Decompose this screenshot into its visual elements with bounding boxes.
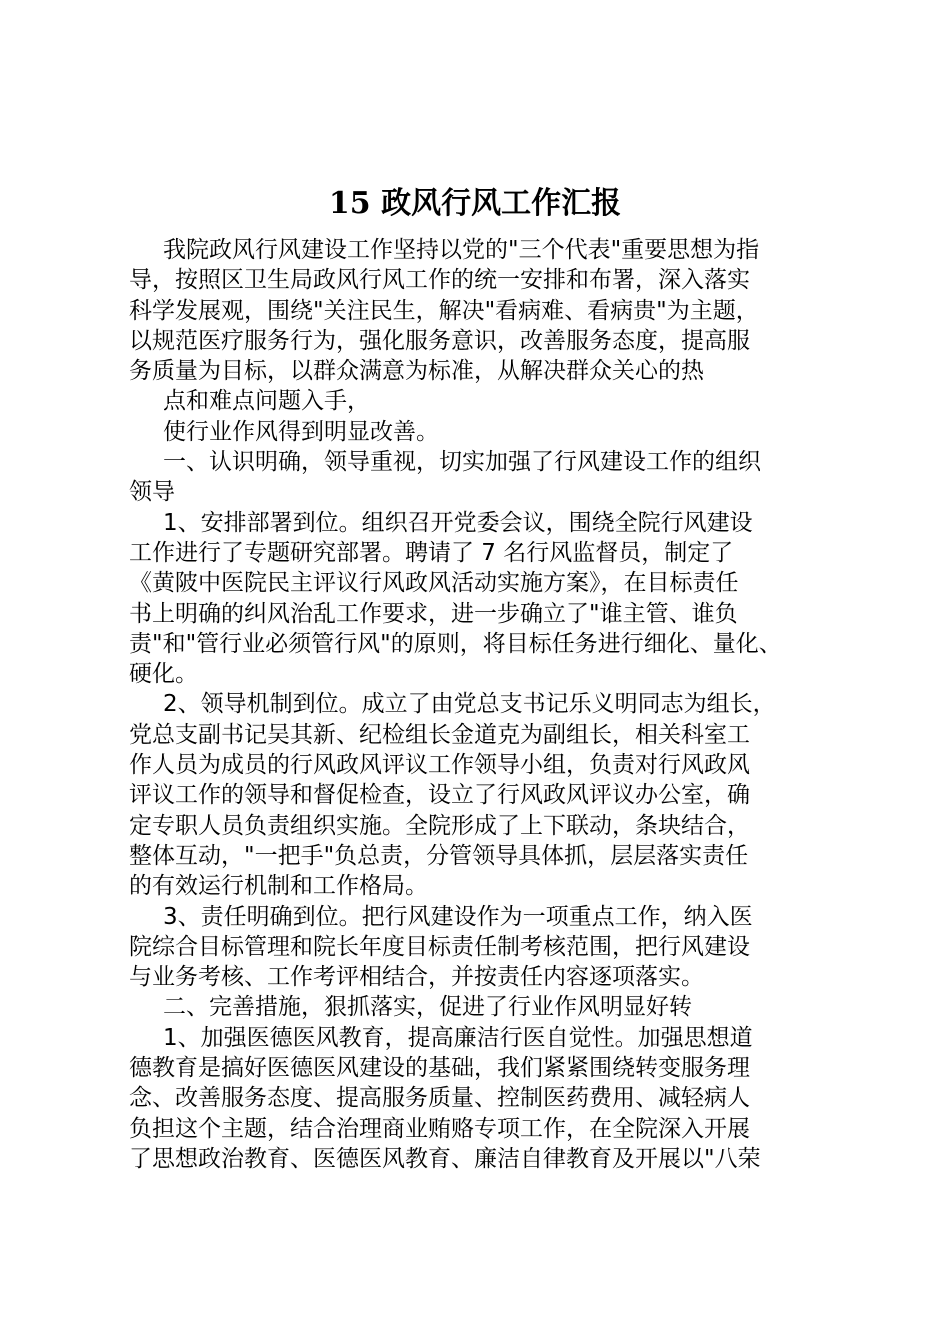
text-line: 2、领导机制到位。成立了由党总支书记乐义明同志为组长， xyxy=(163,691,776,718)
text-line: 负担这个主题，结合治理商业贿赂专项工作，在全院深入开展 xyxy=(129,1115,750,1142)
text-line: 领导 xyxy=(129,479,175,506)
text-line: 作人员为成员的行风政风评议工作领导小组，负责对行风政风 xyxy=(129,752,750,779)
text-line: 导，按照区卫生局政风行风工作的统一安排和布署，深入落实 xyxy=(129,267,750,294)
text-line: 我院政风行风建设工作坚持以党的"三个代表"重要思想为指 xyxy=(163,237,760,263)
text-line: 务质量为目标，以群众满意为标准，从解决群众关心的热 xyxy=(129,358,704,385)
text-line: 德教育是搞好医德医风建设的基础，我们紧紧围绕转变服务理 xyxy=(129,1055,750,1082)
text-line: 党总支副书记吴其新、纪检组长金道克为副组长，相关科室工 xyxy=(129,721,750,748)
text-line: 定专职人员负责组织实施。全院形成了上下联动，条块结合， xyxy=(129,812,750,839)
text-line: 与业务考核、工作考评相结合，并按责任内容逐项落实。 xyxy=(129,964,704,991)
text-line: 3、责任明确到位。把行风建设作为一项重点工作，纳入医 xyxy=(163,903,753,930)
text-line: 点和难点问题入手， xyxy=(163,388,370,415)
text-line: 责"和"管行业必须管行风"的原则，将目标任务进行细化、量化、 xyxy=(129,630,782,657)
text-line: 科学发展观，围绕"关注民生，解决"看病难、看病贵"为主题， xyxy=(129,297,759,324)
text-line: 1、加强医德医风教育，提高廉洁行医自觉性。加强思想道 xyxy=(163,1024,753,1051)
text-line: 的有效运行机制和工作格局。 xyxy=(129,873,428,900)
text-line: 工作进行了专题研究部署。聘请了 7 名行风监督员，制定了 xyxy=(129,539,734,566)
text-line: 书上明确的纠风治乱工作要求，进一步确立了"谁主管、谁负 xyxy=(129,600,738,627)
document-body xyxy=(129,235,849,1174)
document-title: 15 政风行风工作汇报 xyxy=(328,186,622,221)
text-line: 硬化。 xyxy=(129,661,198,688)
text-line: 使行业作风得到明显改善。 xyxy=(163,418,439,445)
text-line: 院综合目标管理和院长年度目标责任制考核范围，把行风建设 xyxy=(129,933,750,960)
text-line: 《黄陂中医院民主评议行风政风活动实施方案》，在目标责任 xyxy=(129,570,739,597)
text-line: 一、认识明确，领导重视，切实加强了行风建设工作的组织 xyxy=(163,449,761,476)
text-line: 二、完善措施，狠抓落实，促进了行业作风明显好转 xyxy=(163,994,692,1021)
text-line: 整体互动，"一把手"负总责，分管领导具体抓，层层落实责任 xyxy=(129,842,749,869)
text-line: 评议工作的领导和督促检查，设立了行风政风评议办公室，确 xyxy=(129,782,750,809)
text-line: 了思想政治教育、医德医风教育、廉洁自律教育及开展以"八荣 xyxy=(129,1145,761,1172)
text-line: 念、改善服务态度、提高服务质量、控制医药费用、减轻病人 xyxy=(129,1085,750,1112)
text-line: 以规范医疗服务行为，强化服务意识，改善服务态度，提高服 xyxy=(129,327,750,354)
text-line: 1、安排部署到位。组织召开党委会议，围绕全院行风建设 xyxy=(163,509,753,536)
